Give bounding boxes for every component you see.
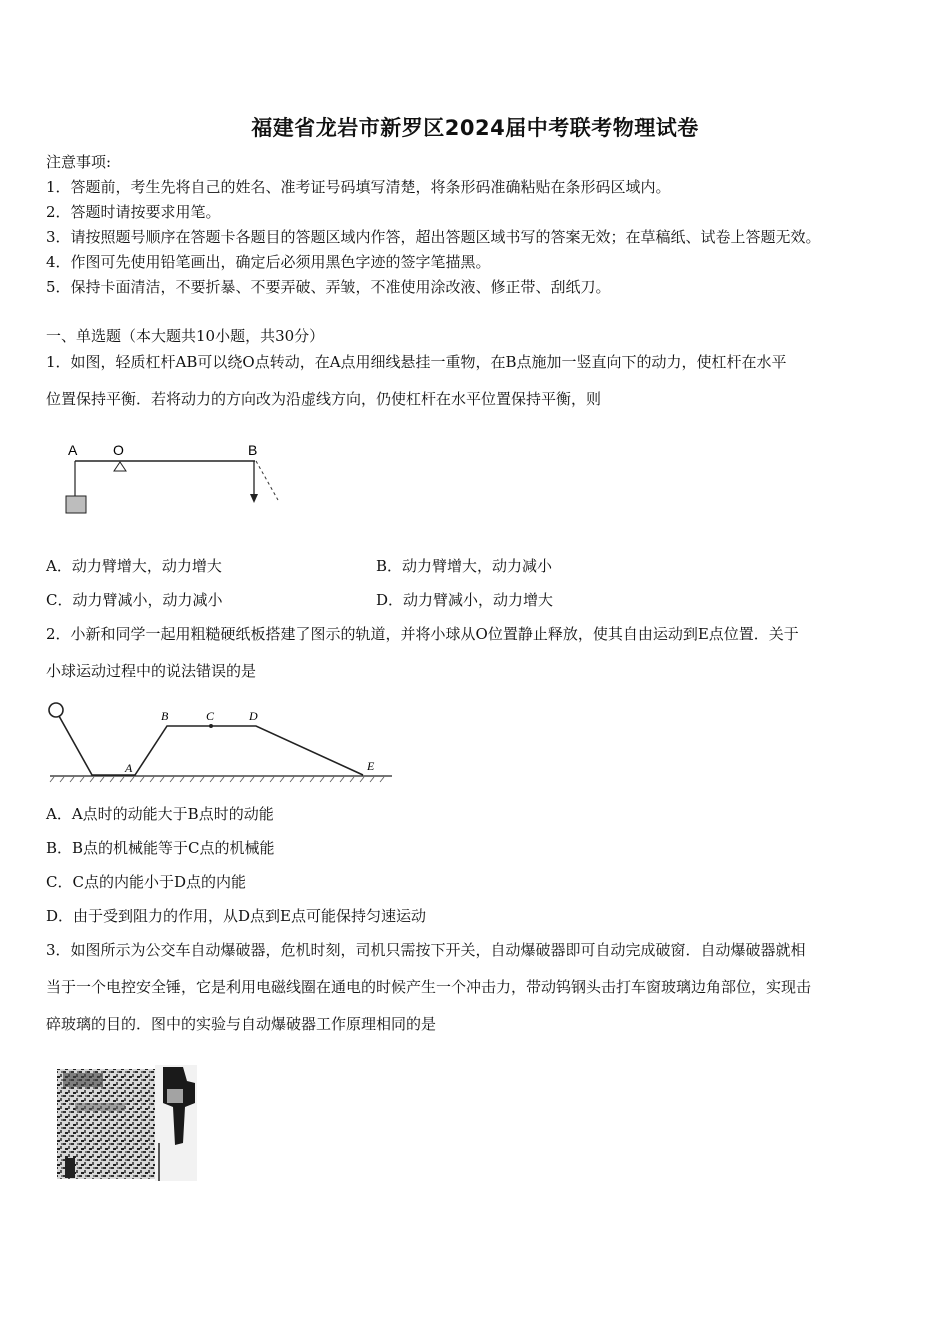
q2-label-e: E — [367, 759, 375, 773]
notes-item: 3．请按照题号顺序在答题卡各题目的答题区域内作答，超出答题区域书写的答案无效；在草稿纸、试卷上答题无效。 — [46, 228, 821, 246]
q2-point-c — [209, 724, 213, 728]
q2-option-a[interactable]: A．A点时的动能大于B点时的动能 — [46, 805, 274, 823]
q2-label-a: A — [125, 761, 133, 775]
q1-option-d[interactable]: D．动力臂减小，动力增大 — [376, 591, 554, 609]
q1-lever-figure — [60, 440, 290, 520]
notes-heading: 注意事项: — [46, 153, 112, 171]
q2-stem-line1: 2．小新和同学一起用粗糙硬纸板搭建了图示的轨道，并将小球从O位置静止释放，使其自由运动到E点位置．关于 — [46, 625, 799, 643]
q2-ball — [49, 703, 63, 717]
q1-stem-line2: 位置保持平衡．若将动力的方向改为沿虚线方向，仍使杠杆在水平位置保持平衡，则 — [46, 390, 602, 408]
q1-arrowhead — [250, 494, 258, 503]
q2-label-d: D — [249, 709, 258, 723]
q2-ground-hatch — [50, 777, 384, 782]
notes-item: 5．保持卡面清洁，不要折暴、不要弄破、弄皱，不准使用涂改液、修正带、刮纸刀。 — [46, 278, 611, 296]
q2-option-b[interactable]: B．B点的机械能等于C点的机械能 — [46, 839, 275, 857]
q2-label-b: B — [161, 709, 169, 723]
q1-stem-line1: 1．如图，轻质杠杆AB可以绕O点转动，在A点用细线悬挂一重物，在B点施加一竖直向下的动力，使杠杆在水平 — [46, 353, 787, 371]
q2-stem-line2: 小球运动过程中的说法错误的是 — [46, 662, 257, 680]
q2-option-d[interactable]: D．由于受到阻力的作用，从D点到E点可能保持匀速运动 — [46, 907, 427, 925]
q1-option-c[interactable]: C．动力臂减小，动力减小 — [46, 591, 223, 609]
q1-option-b[interactable]: B．动力臂增大，动力减小 — [376, 557, 553, 575]
q3-stem-line2: 当于一个电控安全锤，它是利用电磁线圈在通电的时候产生一个冲击力，带动钨钢头击打车窗玻璃边角部位，实现击 — [46, 978, 812, 996]
q2-label-c: C — [206, 709, 215, 723]
q1-pivot — [114, 462, 126, 471]
q3-stem-line3: 碎玻璃的目的．图中的实验与自动爆破器工作原理相同的是 — [46, 1015, 437, 1033]
q1-dashed-direction — [256, 461, 278, 500]
q1-weight — [66, 496, 86, 513]
q1-label-a: A — [68, 442, 78, 458]
notes-item: 1．答题前，考生先将自己的姓名、准考证号码填写清楚，将条形码准确粘贴在条形码区域内。 — [46, 178, 671, 196]
q1-label-b: B — [248, 442, 258, 458]
notes-item: 2．答题时请按要求用笔。 — [46, 203, 221, 221]
q1-label-o: O — [113, 442, 124, 458]
q2-track-figure — [40, 698, 400, 788]
q3-bus-breaker-photo — [55, 1063, 200, 1183]
q2-option-c[interactable]: C．C点的内能小于D点的内能 — [46, 873, 246, 891]
notes-item: 4．作图可先使用铅笔画出，确定后必须用黑色字迹的签字笔描黑。 — [46, 253, 491, 271]
q1-option-a[interactable]: A．动力臂增大，动力增大 — [46, 557, 222, 575]
section-heading: 一、单选题（本大题共10小题，共30分） — [46, 327, 325, 345]
page-title: 福建省龙岩市新罗区2024届中考联考物理试卷 — [251, 116, 699, 140]
q3-stem-line1: 3．如图所示为公交车自动爆破器，危机时刻，司机只需按下开关，自动爆破器即可自动完成破窗．自动爆破器就相 — [46, 941, 806, 959]
